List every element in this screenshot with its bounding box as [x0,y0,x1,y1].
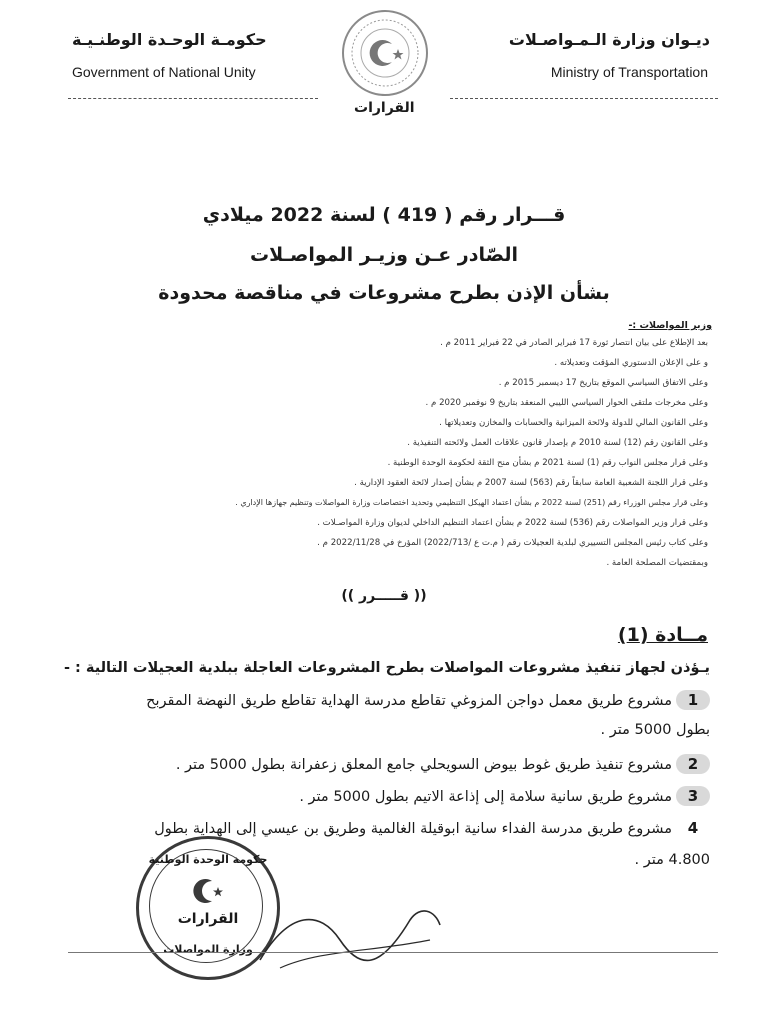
signature-scribble [250,890,450,980]
item-text: مشروع طريق مدرسة الفداء سانية ابوقيلة الغالمية وطريق بن عيسي إلى الهداية بطول [154,821,672,837]
project-item-1 [146,690,710,710]
preamble-line: وعلى كتاب رئيس المجلس التسييري لبلدية العجيلات رقم ( م.ت ع /2022/713) المؤرخ في 2022/11/28 م . [317,538,708,548]
footer-rule [68,952,718,953]
item-number-badge: 3 [676,786,710,806]
decision-issuer: الصّادر عـن وزيـر المواصـلات [250,244,518,266]
project-item-4-cont [635,852,711,868]
preamble-line: وعلى قرار وزير المواصلات رقم (536) لسنة 2022 م بشأن اعتماد التنظيم الداخلي لديوان وزارة المواصـلات . [317,518,708,528]
header-rule-right [450,98,718,99]
project-item-4 [154,818,710,838]
article-title: مــادة (1) [617,624,708,646]
header-rule-left [68,98,318,99]
decides-heading: (( قـــــرر )) [341,588,427,604]
item-number-badge: 1 [676,690,710,710]
stamp-top-text: حكومة الوحدة الوطنية [148,853,268,866]
decision-subject: بشأن الإذن بطرح مشروعات في مناقصة محدودة [158,282,610,304]
government-name-ar: حكومـة الوحـدة الوطنـيـة [72,30,267,49]
preamble-line: وعلى قرار مجلس النواب رقم (1) لسنة 2021 م بشأن منح الثقة لحكومة الوحدة الوطنية . [387,458,708,468]
article-intro: يـؤذن لجهاز تنفيذ مشروعات المواصلات بطرح المشروعات العاجلة ببلدية العجيلات التالية : - [63,660,710,676]
preamble-line: وبمقتضيات المصلحة العامة . [606,558,708,568]
item-number-badge: 2 [676,754,710,774]
libya-emblem-icon [340,8,430,98]
stamp-center-text: القرارات [177,911,239,927]
minister-label: وزير المواصلات :- [628,320,712,331]
item-text-cont: 4.800 متر . [634,852,710,868]
preamble-line: و على الإعلان الدستوري المؤقت وتعديلاته . [554,358,708,368]
preamble-line: بعد الإطلاع على بيان انتصار ثورة 17 فبراير الصادر في 22 فبراير 2011 م . [440,338,708,348]
ministry-name-ar: ديـوان وزارة الـمـواصـلات [508,30,710,49]
preamble-line: وعلى الاتفاق السياسي الموقع بتاريخ 17 ديسمبر 2015 م . [498,378,708,388]
crescent-star-icon [190,873,226,909]
decision-title: قـــرار رقم ( 419 ) لسنة 2022 ميلادي [202,204,566,226]
item-text: مشروع طريق سانية سلامة إلى إذاعة الاتيم بطول 5000 متر . [299,789,672,805]
item-text: مشروع تنفيذ طريق غوط بيوض السويحلي جامع المعلق زعفرانة بطول 5000 متر . [175,757,672,773]
project-item-3 [299,786,710,806]
government-name-en: Government of National Unity [72,64,256,80]
item-text-cont: بطول 5000 متر . [600,722,710,738]
item-number-badge: 4 [687,819,699,837]
ministry-name-en: Ministry of Transportation [550,64,708,80]
item-text: مشروع طريق معمل دواجن المزوغي تقاطع مدرسة الهداية تقاطع طريق النهضة المقربح [146,693,672,709]
project-item-1-cont [601,722,710,738]
stamp-bottom-text: وزارة المواصلات [163,943,253,956]
preamble-line: وعلى مخرجات ملتقى الحوار السياسي الليبي المنعقد بتاريخ 9 نوفمبر 2020 م . [425,398,708,408]
preamble-line: وعلى قرار اللجنة الشعبية العامة سابقاً رقم (563) لسنة 2007 م بشأن إصدار لائحة العقود الإدارية . [354,478,708,488]
preamble-line: وعلى القانون المالي للدولة ولائحة الميزانية والحسابات والمخازن وتعديلاتها . [439,418,708,428]
project-item-2 [176,754,710,774]
preamble-line: وعلى قرار مجلس الوزراء رقم (251) لسنة 2022 م بشأن اعتماد الهيكل التنظيمي وتحديد اختصاصات وزارة المواصلات وتنظيم جهازها الإداري . [235,498,708,507]
section-label: القرارات [354,100,415,116]
preamble-line: وعلى القانون رقم (12) لسنة 2010 م بإصدار قانون علاقات العمل ولائحته التنفيذية . [407,438,708,448]
